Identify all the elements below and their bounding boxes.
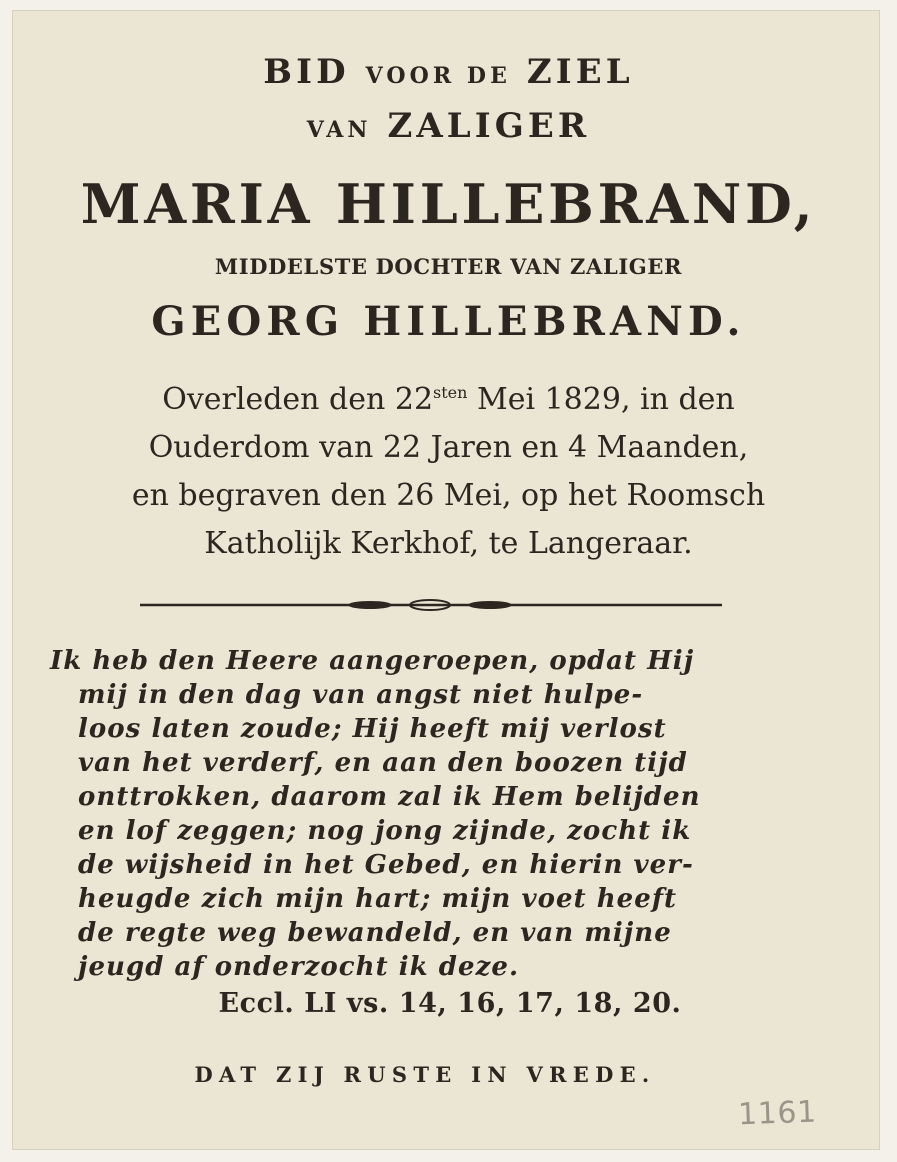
verse-line: Ik heb den Heere aangeroepen, opdat Hij	[50, 646, 695, 676]
verse-line: onttrokken, daarom zal ik Hem belijden	[78, 782, 701, 812]
deceased-name: MARIA HILLEBRAND,	[80, 172, 817, 236]
scripture-reference: Eccl. LI vs. 14, 16, 17, 18, 20.	[218, 988, 682, 1019]
heading-words-voor-de: VOOR DE	[365, 63, 511, 89]
cemetery-line: Katholijk Kerkhof, te Langeraar.	[204, 526, 693, 561]
verse-line: van het verderf, en aan den boozen tijd	[78, 748, 688, 778]
verse-line: jeugd af onderzocht ik deze.	[78, 952, 520, 982]
heading-line-2	[0, 106, 897, 146]
death-date-line	[0, 382, 897, 417]
heading-word-ziel: ZIEL	[526, 52, 634, 92]
heading-word-van: VAN	[306, 117, 372, 143]
heading-word-bid: BID	[263, 52, 350, 92]
burial-line: en begraven den 26 Mei, op het Roomsch	[131, 478, 766, 513]
verse-line: de regte weg bewandeld, en van mijne	[78, 918, 672, 948]
handwritten-catalog-number: 1161	[737, 1094, 818, 1133]
heading-line-1	[0, 52, 897, 92]
verse-line: mij in den dag van angst niet hulpe-	[78, 680, 644, 710]
death-date-text: Overleden den 22	[162, 382, 434, 417]
verse-line: en lof zeggen; nog jong zijnde, zocht ik	[78, 816, 692, 846]
closing-prayer: DAT ZIJ RUSTE IN VREDE.	[194, 1062, 656, 1087]
verse-line: heugde zich mijn hart; mijn voet heeft	[78, 884, 678, 914]
verse-line: de wijsheid in het Gebed, en hierin ver-	[78, 850, 694, 880]
ornamental-divider	[140, 598, 722, 612]
ordinal-suffix: sten	[433, 383, 468, 402]
scripture-verse	[50, 644, 830, 984]
relation-line: MIDDELSTE DOCHTER VAN ZALIGER	[214, 254, 683, 279]
father-name: GEORG HILLEBRAND.	[151, 298, 746, 345]
verse-line: loos laten zoude; Hij heeft mij verlost	[78, 714, 667, 744]
heading-word-zaliger: ZALIGER	[387, 106, 591, 146]
death-year-text: Mei 1829, in den	[467, 382, 735, 417]
age-line: Ouderdom van 22 Jaren en 4 Maanden,	[148, 430, 749, 465]
